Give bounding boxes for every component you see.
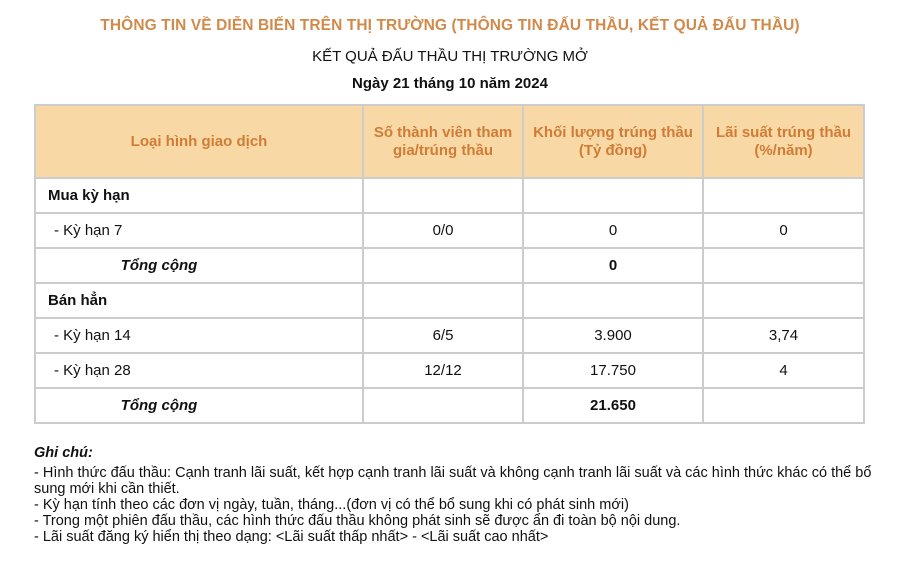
row-volume: 3.900 (523, 318, 703, 353)
note-line: - Trong một phiên đấu thầu, các hình thức đấu thầu không phát sinh sẽ được ẩn đi toàn bộ nội dung. (34, 513, 681, 529)
total-row (35, 248, 864, 283)
auction-results-table (34, 104, 865, 424)
notes-section (34, 445, 874, 545)
row-rate: 3,74 (703, 318, 864, 353)
notes-title: Ghi chú: (34, 445, 93, 461)
total-row (35, 388, 864, 423)
report-date: Ngày 21 tháng 10 năm 2024 (352, 75, 548, 92)
row-rate: 0 (703, 213, 864, 248)
total-label: Tổng cộng (35, 388, 363, 423)
row-label: - Kỳ hạn 7 (35, 213, 363, 248)
note-line: - Lãi suất đăng ký hiển thị theo dạng: <Lãi suất thấp nhất> - <Lãi suất cao nhất> (34, 529, 549, 545)
row-label: - Kỳ hạn 28 (35, 353, 363, 388)
row-volume: 0 (523, 213, 703, 248)
table-row (35, 213, 864, 248)
row-rate: 4 (703, 353, 864, 388)
row-members: 0/0 (363, 213, 523, 248)
header-members: Số thành viên tham gia/trúng thầu (363, 105, 523, 178)
total-volume: 21.650 (523, 388, 703, 423)
page-title: THÔNG TIN VỀ DIỄN BIẾN TRÊN THỊ TRƯỜNG (THÔNG TIN ĐẤU THẦU, KẾT QUẢ ĐẤU THẦU) (100, 17, 800, 34)
note-line: - Hình thức đấu thầu: Cạnh tranh lãi suất, kết hợp cạnh tranh lãi suất và không cạnh tranh lãi suất và các hình thức khác có thể bổ sung mới khi cần thiết. (34, 465, 872, 497)
header-transaction-type: Loại hình giao dịch (35, 105, 363, 178)
row-label: - Kỳ hạn 14 (35, 318, 363, 353)
section-row-term-purchase (35, 178, 864, 213)
header-volume: Khối lượng trúng thầu (Tỷ đồng) (523, 105, 703, 178)
note-line: - Kỳ hạn tính theo các đơn vị ngày, tuần, tháng...(đơn vị có thể bổ sung khi có phát sinh mới) (34, 497, 629, 513)
total-volume: 0 (523, 248, 703, 283)
section-label: Bán hẳn (35, 283, 363, 318)
row-members: 12/12 (363, 353, 523, 388)
table-header-row (35, 105, 864, 178)
row-members: 6/5 (363, 318, 523, 353)
table-row (35, 318, 864, 353)
section-row-outright-sale (35, 283, 864, 318)
page-subtitle: KẾT QUẢ ĐẤU THẦU THỊ TRƯỜNG MỞ (312, 48, 588, 65)
total-label: Tổng cộng (35, 248, 363, 283)
table-row (35, 353, 864, 388)
row-volume: 17.750 (523, 353, 703, 388)
section-label: Mua kỳ hạn (35, 178, 363, 213)
header-rate: Lãi suất trúng thầu (%/năm) (703, 105, 864, 178)
